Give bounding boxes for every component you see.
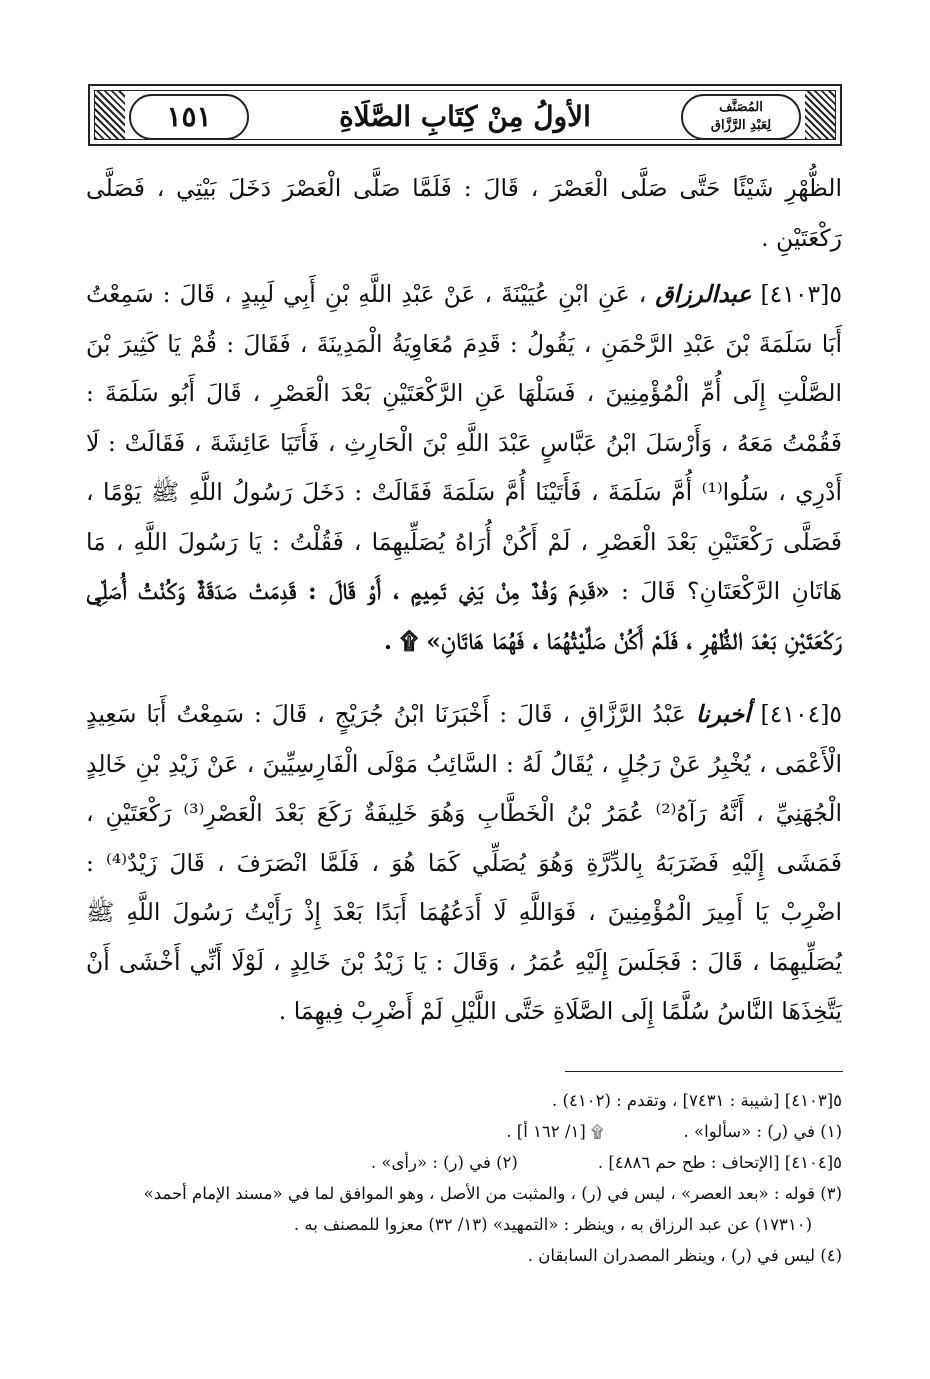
page-number: ١٥١ (129, 94, 249, 140)
hadith-marker: ٥ (829, 280, 842, 308)
book-logo (681, 94, 801, 140)
logo-line-2: لِعَبْدِ الرَّزَّاق (710, 118, 772, 133)
footnote-1: (١) في (ر) : «سألوا» . (683, 1122, 842, 1141)
footnote-3b: (١٧٣١٠) عن عبد الرزاق به ، وينظر : «التمهيد» (١٣/ ٣٢) معزوا للمصنف به . (293, 1215, 812, 1234)
footnote-3a: (٣) قوله : «بعد العصر» ، ليس في (ر) ، والمثبت من الأصل ، وهو الموافق لما في «مسند الإمام أحمد» (143, 1184, 842, 1203)
logo-line-1: المُصَنَّف (719, 100, 763, 115)
hadith-4103 (86, 270, 842, 666)
continuation-paragraph (86, 164, 842, 263)
footnotes (86, 1085, 842, 1271)
hadith-source: عبدالرزاق (655, 280, 752, 308)
hadith-4104 (86, 690, 842, 1037)
hadith-marker: ٥ (829, 700, 842, 728)
hadith-number: [٤١٠٣] (760, 280, 830, 308)
footnote-4103: ٥[٤١٠٣] [شيبة : ٧٤٣١] ، وتقدم : (٤١٠٢) . (552, 1091, 842, 1110)
running-title: الأولُ مِنْ كِتَابِ الصَّلَاةِ (339, 100, 591, 133)
footnote-divider (565, 1071, 843, 1072)
hadith-quote: «قَدِمَ وَفْدٌ مِنْ بَنِي تَمِيمٍ ، أَوْ قَالَ : قَدِمَتْ صَدَقَةٌ وَكُنْتُ أُصَلِّي رَكْعَتَيْنِ بَعْدَ الظُّهْرِ ، فَلَمْ أَكُنْ صَلَّيْتُهُمَا ، فَهُمَا هَاتَانِ» ۩ . (86, 577, 842, 655)
footnote-4104: ٥[٤١٠٤] [الإتحاف : طح حم ٤٨٨٦] . (597, 1153, 842, 1172)
footnote-row-1 (86, 1116, 842, 1147)
continuation-text: الظُّهْرِ شَيْئًا حَتَّى صَلَّى الْعَصْرَ ، قَالَ : فَلَمَّا صَلَّى الْعَصْرَ دَخَلَ بَيْتِي ، فَصَلَّى رَكْعَتَيْنِ . (86, 174, 842, 252)
ornament-left (95, 91, 125, 139)
hadith-text: عَبْدُ الرَّزَّاقِ ، قَالَ : أَخْبَرَنَا ابْنُ جُرَيْجٍ ، قَالَ : سَمِعْتُ أَبَا سَعِيدٍ الْأَعْمَى ، يُخْبِرُ عَنْ رَجُلٍ ، يُقَالُ لَهُ : السَّائِبُ مَوْلَى الْفَارِسِيِّينَ ، عَنْ زَيْدِ بْنِ خَالِدٍ الْجُهَنِيِّ ، أَنَّهُ رَآهُ⁽²⁾ عُمَرُ بْنُ الْخَطَّابِ وَهُوَ خَلِيفَةٌ رَكَعَ بَعْدَ الْعَصْرِ⁽³⁾ رَكْعَتَيْنِ ، فَمَشَى إِلَيْهِ فَضَرَبَهُ بِالدِّرَّةِ وَهُوَ يُصَلِّي كَمَا هُوَ ، فَلَمَّا انْصَرَفَ ، قَالَ زَيْدٌ⁽⁴⁾ : اضْرِبْ يَا أَمِيرَ الْمُؤْمِنِينَ ، فَوَاللَّهِ لَا أَدَعُهُمَا أَبَدًا بَعْدَ إِذْ رَأَيْتُ رَسُولَ اللَّهِ ﷺ يُصَلِّيهِمَا ، قَالَ : فَجَلَسَ إِلَيْهِ عُمَرُ ، وَقَالَ : يَا زَيْدُ بْنَ خَالِدٍ ، لَوْلَا أَنِّي أَخْشَى أَنْ يَتَّخِذَهَا النَّاسُ سُلَّمًا إِلَى الصَّلَاةِ حَتَّى اللَّيْلِ لَمْ أَضْرِبْ فِيهِمَا . (86, 700, 842, 1025)
footnote-4: (٤) ليس في (ر) ، وينظر المصدران السابقان . (527, 1246, 842, 1265)
footnote-2: (٢) في (ر) : «رأى» . (370, 1153, 518, 1172)
hadith-source: أخبرنا (695, 700, 751, 728)
footnote-1-ref: ۩ [١/ ١٦٢ أ] . (506, 1122, 604, 1141)
hadith-text: ، عَنِ ابْنِ عُيَيْنَةَ ، عَنْ عَبْدِ اللَّهِ بْنِ أَبِي لَبِيدٍ ، قَالَ : سَمِعْتُ أَبَا سَلَمَةَ بْنَ عَبْدِ الرَّحْمَنِ ، يَقُولُ : قَدِمَ مُعَاوِيَةُ الْمَدِينَةَ ، فَقَالَ : قُمْ يَا كَثِيرَ بْنَ الصَّلْتِ إِلَى أُمِّ الْمُؤْمِنِينَ ، فَسَلْهَا عَنِ الرَّكْعَتَيْنِ بَعْدَ الْعَصْرِ ، قَالَ أَبُو سَلَمَةَ : فَقُمْتُ مَعَهُ ، وَأَرْسَلَ ابْنُ عَبَّاسٍ عَبْدَ اللَّهِ بْنَ الْحَارِثِ ، فَأَتَيَا عَائِشَةَ ، فَقَالَتْ : لَا أَدْرِي ، سَلُوا⁽¹⁾ أُمَّ سَلَمَةَ ، فَأَتَيْنَا أُمَّ سَلَمَةَ فَقَالَتْ : دَخَلَ رَسُولُ اللَّهِ ﷺ يَوْمًا ، فَصَلَّى رَكْعَتَيْنِ بَعْدَ الْعَصْرِ ، لَمْ أَكُنْ أُرَاهُ يُصَلِّيهِمَا ، فَقُلْتُ : يَا رَسُولَ اللَّهِ ، مَا هَاتَانِ الرَّكْعَتَانِ؟ قَالَ : (86, 280, 843, 605)
ornament-right (805, 91, 835, 139)
running-header (88, 84, 842, 146)
header-frame (94, 90, 836, 140)
footnote-row-2 (86, 1147, 842, 1178)
hadith-number: [٤١٠٤] (760, 700, 830, 728)
